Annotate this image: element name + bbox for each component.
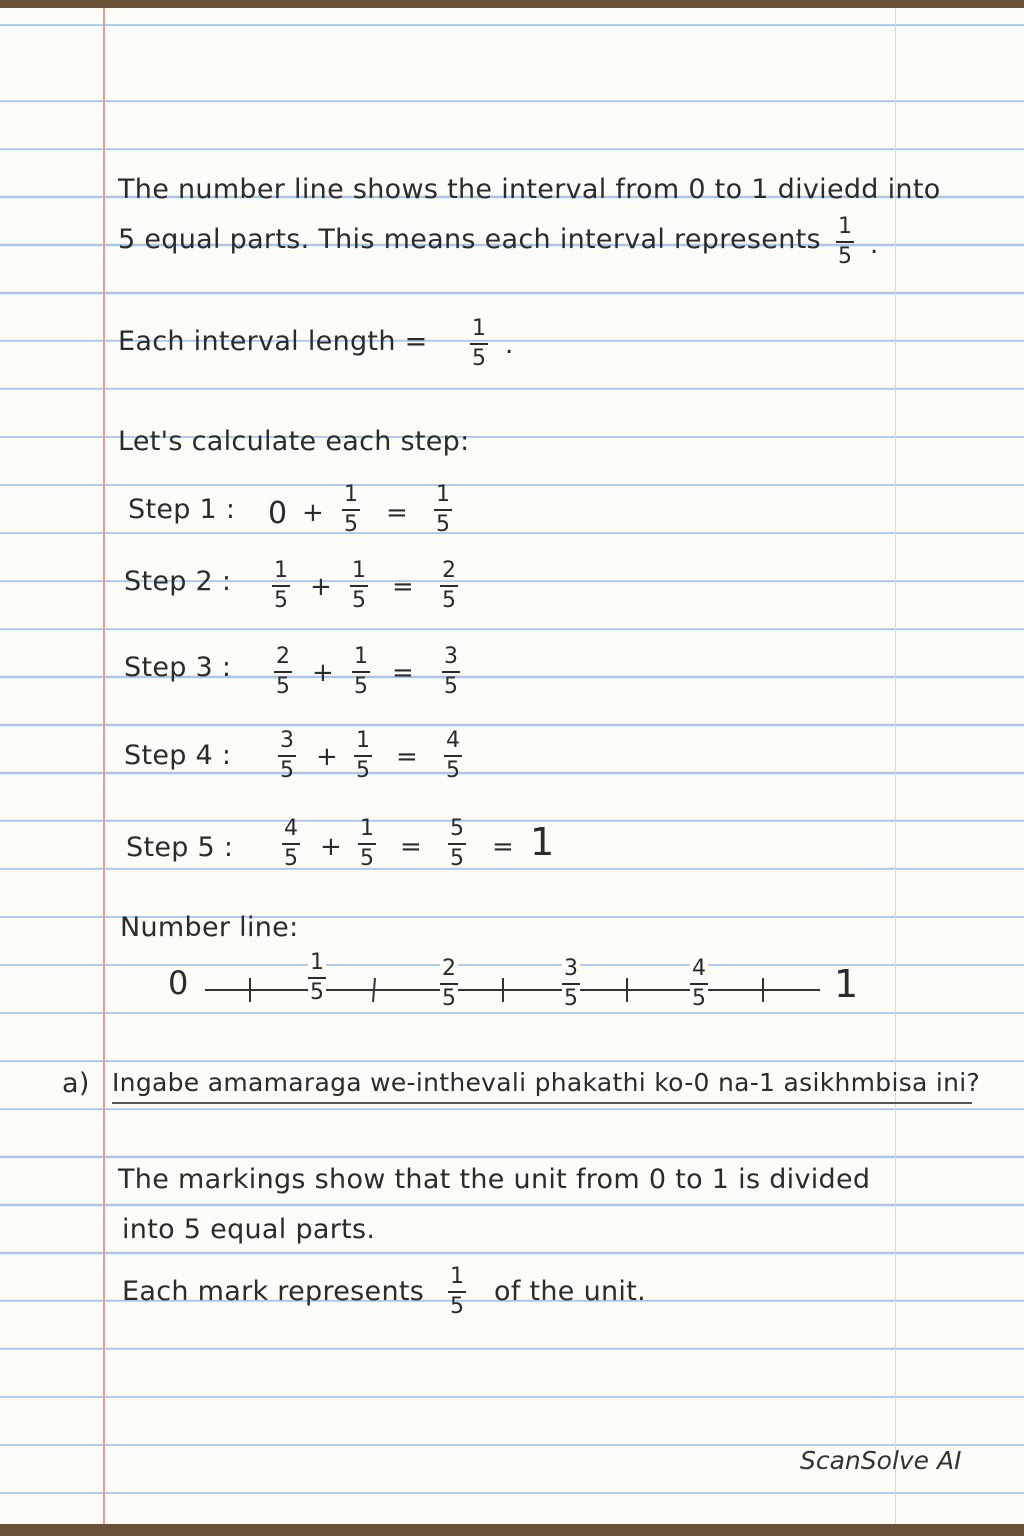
plus-sign: +	[302, 498, 324, 528]
step-4-term-a	[278, 730, 296, 782]
step-2-term-a	[272, 560, 290, 612]
signature: ScanSolve AI	[800, 1446, 962, 1475]
fraction-denominator: 5	[450, 846, 464, 871]
tick-label-2	[440, 958, 458, 1010]
fraction-numerator: 4	[446, 728, 460, 753]
fraction-bar	[434, 509, 452, 511]
intro-fraction	[836, 216, 854, 268]
step-1-term-b	[342, 484, 360, 536]
tick-mark	[373, 978, 375, 1002]
step-3-term-b	[352, 646, 370, 698]
fraction-bar	[836, 241, 854, 243]
step-3-label: Step 3 :	[124, 652, 232, 683]
fraction-denominator: 5	[446, 758, 460, 783]
fraction-denominator: 5	[564, 986, 578, 1011]
fraction-bar	[272, 585, 290, 587]
equals-sign: =	[386, 498, 408, 528]
step-1-result	[434, 484, 452, 536]
fraction-denominator: 5	[344, 512, 358, 537]
fraction-denominator: 5	[472, 346, 486, 371]
fraction-numerator: 5	[450, 816, 464, 841]
step-5-whole: 1	[530, 820, 555, 864]
fraction-bar	[690, 983, 708, 985]
step-5-result	[448, 818, 466, 870]
answer-line-1: The markings show that the unit from 0 to 1 is divided	[118, 1164, 871, 1195]
fraction-bar	[350, 585, 368, 587]
fraction-denominator: 5	[360, 846, 374, 871]
plus-sign: +	[312, 658, 334, 688]
number-line-start: 0	[168, 964, 189, 1002]
fraction-bar	[308, 977, 326, 979]
fraction-numerator: 2	[442, 956, 456, 981]
fraction-bar	[440, 585, 458, 587]
step-5-term-a	[282, 818, 300, 870]
intro-line-2: 5 equal parts. This means each interval represents	[118, 224, 821, 255]
step-3-term-a	[274, 646, 292, 698]
fraction-numerator: 3	[444, 644, 458, 669]
step-4-term-b	[354, 730, 372, 782]
fraction-bar	[342, 509, 360, 511]
fraction-numerator: 2	[276, 644, 290, 669]
equals-sign: =	[492, 832, 514, 862]
fraction-denominator: 5	[276, 674, 290, 699]
calculate-heading: Let's calculate each step:	[118, 426, 470, 457]
answer-line-2: into 5 equal parts.	[122, 1214, 376, 1245]
period: .	[505, 330, 514, 360]
answer-line-3-post: of the unit.	[494, 1276, 646, 1307]
fraction-denominator: 5	[450, 1294, 464, 1319]
fraction-bar	[448, 1291, 466, 1293]
fraction-numerator: 3	[564, 956, 578, 981]
step-2-result	[440, 560, 458, 612]
fraction-denominator: 5	[442, 986, 456, 1011]
fraction-denominator: 5	[352, 588, 366, 613]
period: .	[870, 230, 879, 260]
number-line-label: Number line:	[120, 912, 299, 943]
fraction-numerator: 1	[310, 950, 324, 975]
step-4-label: Step 4 :	[124, 740, 232, 771]
fraction-bar	[448, 843, 466, 845]
fraction-numerator: 4	[692, 956, 706, 981]
question-a-label: a)	[62, 1068, 90, 1099]
fraction-numerator: 1	[352, 558, 366, 583]
question-underline	[112, 1102, 972, 1104]
fraction-numerator: 1	[472, 316, 486, 341]
fraction-numerator: 1	[360, 816, 374, 841]
fraction-numerator: 1	[344, 482, 358, 507]
fraction-denominator: 5	[280, 758, 294, 783]
fraction-bar	[440, 983, 458, 985]
right-margin-line	[895, 8, 896, 1524]
fraction-numerator: 1	[838, 214, 852, 239]
fraction-denominator: 5	[692, 986, 706, 1011]
fraction-bar	[562, 983, 580, 985]
interval-length-line: Each interval length =	[118, 326, 428, 357]
plus-sign: +	[316, 742, 338, 772]
fraction-bar	[282, 843, 300, 845]
fraction-bar	[354, 755, 372, 757]
fraction-denominator: 5	[284, 846, 298, 871]
fraction-bar	[352, 671, 370, 673]
answer-fraction	[448, 1266, 466, 1318]
step-5-term-b	[358, 818, 376, 870]
tick-label-4	[690, 958, 708, 1010]
margin-line	[103, 8, 105, 1524]
step-2-label: Step 2 :	[124, 566, 232, 597]
fraction-denominator: 5	[274, 588, 288, 613]
equals-sign: =	[392, 572, 414, 602]
fraction-denominator: 5	[356, 758, 370, 783]
fraction-bar	[274, 671, 292, 673]
fraction-bar	[444, 755, 462, 757]
tick-label-1	[308, 952, 326, 1004]
fraction-bar	[278, 755, 296, 757]
fraction-numerator: 1	[356, 728, 370, 753]
question-a-text: Ingabe amamaraga we-inthevali phakathi ko-0 na-1 asikhmbisa ini?	[112, 1068, 981, 1097]
step-5-label: Step 5 :	[126, 832, 234, 863]
intro-line-1: The number line shows the interval from 0 to 1 diviedd into	[118, 174, 941, 205]
number-line	[195, 968, 825, 1011]
fraction-bar	[470, 343, 488, 345]
tick-label-3	[562, 958, 580, 1010]
notebook-page	[0, 8, 1024, 1524]
plus-sign: +	[310, 572, 332, 602]
fraction-numerator: 1	[274, 558, 288, 583]
fraction-denominator: 5	[310, 980, 324, 1005]
fraction-numerator: 2	[442, 558, 456, 583]
fraction-bar	[442, 671, 460, 673]
step-2-term-b	[350, 560, 368, 612]
plus-sign: +	[320, 832, 342, 862]
step-3-result	[442, 646, 460, 698]
fraction-denominator: 5	[354, 674, 368, 699]
step-4-result	[444, 730, 462, 782]
fraction-denominator: 5	[436, 512, 450, 537]
interval-length-fraction	[470, 318, 488, 370]
fraction-bar	[358, 843, 376, 845]
step-1-label: Step 1 :	[128, 494, 236, 525]
fraction-numerator: 1	[436, 482, 450, 507]
fraction-denominator: 5	[838, 244, 852, 269]
fraction-numerator: 4	[284, 816, 298, 841]
number-line-end: 1	[834, 962, 859, 1006]
answer-line-3-pre: Each mark represents	[122, 1276, 425, 1307]
fraction-numerator: 1	[354, 644, 368, 669]
fraction-denominator: 5	[444, 674, 458, 699]
fraction-numerator: 1	[450, 1264, 464, 1289]
equals-sign: =	[392, 658, 414, 688]
equals-sign: =	[400, 832, 422, 862]
fraction-numerator: 3	[280, 728, 294, 753]
equals-sign: =	[396, 742, 418, 772]
step-1-term-a: 0	[268, 496, 288, 531]
fraction-denominator: 5	[442, 588, 456, 613]
